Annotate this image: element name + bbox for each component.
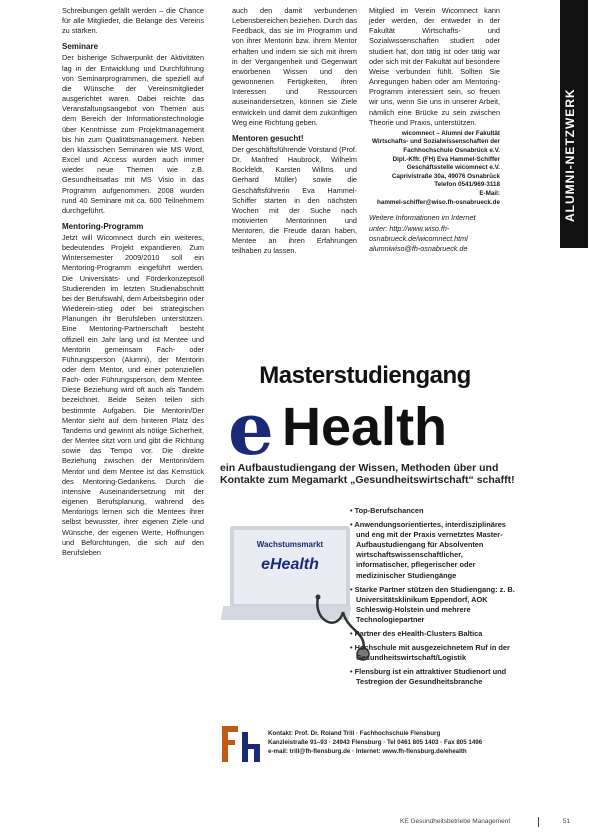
fh-flensburg-logo (218, 722, 268, 766)
section-tab-label: ALUMNI-NETZWERK (563, 88, 577, 222)
contact-line[interactable]: e-mail: trill@fh-flensburg.de · Internet: www.fh-flensburg.de/ehealth (268, 747, 467, 755)
page-number: 51 (562, 818, 570, 825)
contact-line: Kanzleistraße 91–93 · 24943 Flensburg · Tel 0461 805 1403 · Fax 805 1496 (268, 738, 483, 746)
ad-brand-e: e (228, 386, 274, 471)
ad-bullet: • Flensburg ist ein attraktiver Studienort und Testregion der Gesundheitsbranche (350, 667, 507, 687)
section-heading-seminare: Seminare (62, 42, 99, 52)
ad-bullet-list (350, 506, 516, 692)
ad-contact (268, 730, 516, 756)
address-line: Fachhochschule Osnabrück e.V. (403, 147, 500, 155)
paragraph: Der bisherige Schwerpunkt der Aktivitäten lag in der Entwicklung und Durchführung von Seminarprogrammen, die speziell auf die Wünsche der Vereinsmitglieder ausgerichtet waren. Dabei reichte das Veranstaltungsangebot von Themen aus dem Bereich der Informationstechnologie über Kenntnisse zum Projektmanagement bis hin zum Qualitätsmanagement. Neben den klassischen Seminaren wie MS Word, Excel und Access wurden auch immer wieder neue Themen wie z.B. Gesundheitsatlas mit MS Visio in das Programm aufgenommen. 2008 wurden rund 40 Seminare mit ca. 600 Teilnehmern durchgeführt. (62, 53, 204, 215)
address-block (369, 130, 500, 207)
link-line[interactable]: alumniwiso@fh-osnabrueck.de (369, 244, 468, 254)
link-line: Weitere Informationen im Internet (369, 213, 476, 223)
ad-subtitle: ein Aufbaustudiengang der Wissen, Methoden über und Kontakte zum Megamarkt „Gesundheitswirtschaft“ schafft! (220, 462, 515, 486)
link-line[interactable]: unter: http://www.wiso.fh- (369, 223, 450, 233)
laptop-screen-line: Wachstumsmarkt (256, 540, 324, 549)
address-line: Wirtschafts- und Sozialwissenschaften der (371, 138, 500, 146)
text-column-middle (232, 6, 357, 258)
text-column-right (369, 6, 500, 254)
ad-bullet: • Anwendungsorientiertes, interdisziplinäres und eng mit der Praxis vernetztes Master-Aufbaustudiengang für Absolventen wirtschaftswissenschaftlicher, informatischer, pflegerischer oder medizinischer Studiengänge (350, 520, 506, 580)
footer-divider (538, 817, 539, 827)
web-links (369, 213, 500, 254)
link-line[interactable]: osnabrueck.de/wicomnect.html (369, 233, 468, 243)
address-line: E-Mail: (479, 190, 500, 198)
paragraph: Jetzt will Wicomnect durch ein weiteres, bedeutendes Projekt expandieren. Zum Wintersemester 2009/2010 soll ein Mentoring-Programm eingeführt werden. Die Universitäts- und Förderkonzeptsoll Studierenden im letzten Studienabschnitt bei der Berufswahl, dem Arbeitsbeginn oder Wiederein-stieg oder bei strategischen Planungen ihr Berufsleben unterstützen. Eine Mentoring-Partnerschaft besteht offiziell ein Jahr lang und ist Mentee und Mentorin gemeinsam Fach- oder Führungsperson (Alumni), der Mentorin oder dem Mentor, und einer potenziellen Fach- oder Führungsperson, dem Mentee. Diese Beziehung wird oft auch als Tandem bezeichnet. Beide Seiten teilen sich bestimmte Aufgaben. Die Mentorin/Der Mentor sieht auf dem hinteren Platz des Tandems und gewinnt als nötige Sicherheit, der Mentee sitzt vorn und gibt die Richtung sowie das Tempo vor. Die direkte Beziehung zwischen der Mentorin/dem Mentor und dem Mentee ist das Kernstück des Mentoring-Gedankens. Durch die intensive Auseinandersetzung mit der eigenen Berufsplanung, während des Mentorings lernen sich die Mentees ihrer selbst bewusster, ihrer eigenen Ziele und Wünsche, der eigenen Werte, Hoffnungen und Befürchtungen, die sich auf den Berufsleben (62, 232, 204, 557)
section-heading-mentoren: Mentoren gesucht! (232, 133, 304, 143)
paragraph: auch den damit verbundenen Lebensbereichen beziehen. Durch das Feedback, das sie im Programm und von ihrer Mentorin bzw. ihrem Mentor erhalten und indem sie sich mit ihrem in der Vergangenheit und Gegenwart erworbenen Wissen und den gewonnenen Fertigkeiten, ihren Interessen und Ressourcen auseinandersetzen, können sie Ziele entwickeln und damit dem zukünftigen Weg eine Richtung geben. (232, 6, 357, 127)
advertisement (212, 356, 518, 774)
address-line: Dipl.-Kffr. (FH) Eva Hammel-Schiffer (392, 155, 500, 163)
address-line: hammel-schiffer@wiso.fh-osnabrueck.de (376, 198, 500, 206)
ad-bullet: • Starke Partner stützen den Studiengang: z. B. Universitätsklinikum Eppendorf, AOK Schleswig-Holstein und mehrere Technologiepartner (350, 584, 515, 624)
address-line: Geschäftsstelle wicomnect e.V. (406, 164, 500, 172)
paragraph: Schreibungen gefällt werden – die Chance für alle Mitglieder, die Belange des Vereins zu stärken. (62, 6, 204, 36)
ad-brand-health: Health (282, 397, 448, 457)
publication-name: KE Gesundheitsbetriebe Management (400, 818, 511, 825)
address-line: Telefon 0541/969-3118 (434, 181, 500, 189)
section-tab (560, 0, 588, 248)
ad-bullet: • Top-Berufschancen (350, 506, 424, 515)
laptop-screen-line: eHealth (261, 556, 319, 573)
ad-brand (222, 386, 512, 471)
ad-title: Masterstudiengang (259, 362, 471, 389)
ad-bullet: • Partner des eHealth-Clusters Baltica (350, 629, 483, 639)
address-line: Caprivistraße 30a, 49076 Osnabrück (391, 172, 500, 180)
paragraph: Mitglied im Verein Wicomnect kann jeder werden, der entweder in der Fakultät Wirtschafts- und Sozialwissenschaften studiert oder studiert hat, dort tätig ist oder tätig war oder sich mit der Fakultät auf besondere Weise verbunden fühlt. Sollten Sie Anregungen haben oder am Mentoring-Programm interessiert sein, so freuen wir uns, wenn Sie uns in unserer Arbeit, nämlich eine Brücke zu sein zwischen Theorie und Praxis, unterstützen. (369, 6, 500, 127)
text-column-left (62, 6, 204, 559)
address-line: wicomnect – Alumni der Fakultät (401, 129, 500, 137)
paragraph: Der geschäftsführende Vorstand (Prof. Dr. Manfred Haubrock, Wilhelm Bockfeldt, Karsten Willms und Gerhard Müller) sowie die Geschäftsführerin Eva Hammel-Schiffer starten in den nächsten Wochen mit der Suche nach motivierten Mentorinnen und Mentoren, die Freude daran haben, Mentee an ihren Erfahrungen teilhaben zu lassen. (232, 144, 357, 256)
ad-bullet: • Hochschule mit ausgezeichnetem Ruf in der Gesundheitswirtschaft/Logistik (350, 643, 510, 663)
section-heading-mentoring: Mentoring-Programm (62, 221, 144, 231)
contact-line: Kontakt: Prof. Dr. Roland Trill · Fachhochschule Flensburg (268, 730, 441, 737)
